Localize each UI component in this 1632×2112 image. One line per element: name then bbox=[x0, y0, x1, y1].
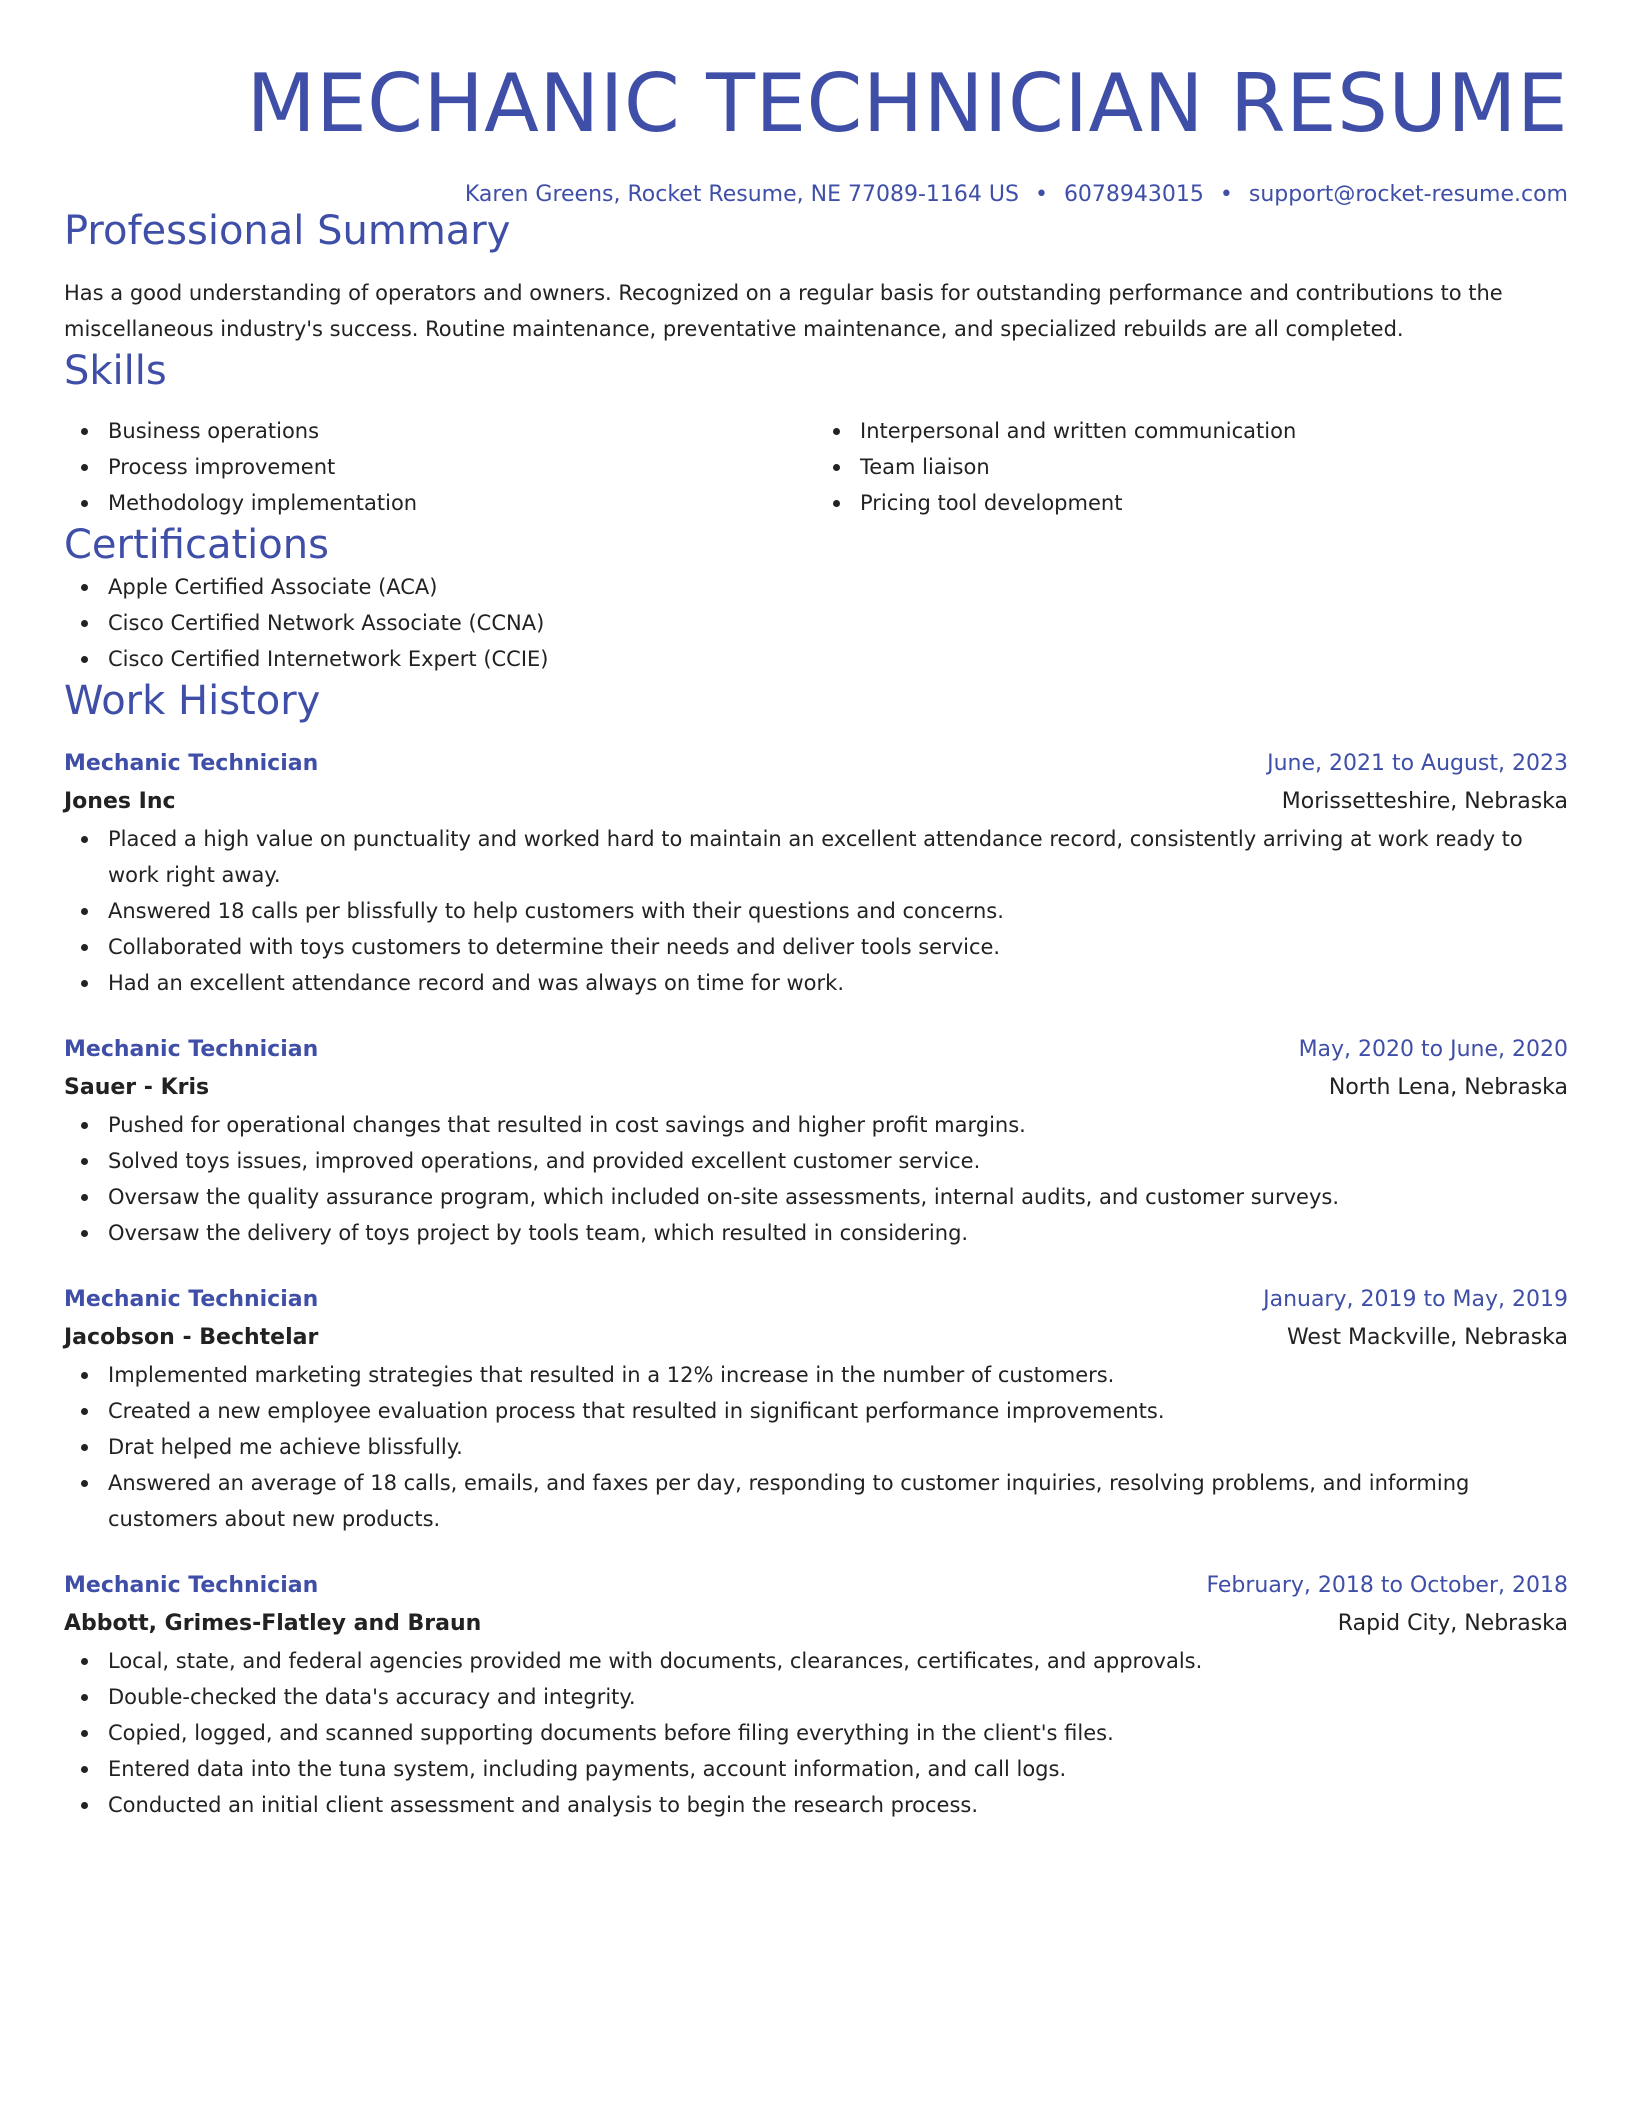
skill-item: Business operations bbox=[64, 413, 816, 449]
job-bullet: Conducted an initial client assessment and analysis to begin the research process. bbox=[64, 1787, 1568, 1823]
job-dates: May, 2020 to June, 2020 bbox=[1298, 1037, 1568, 1062]
certification-item: Cisco Certified Internetwork Expert (CCIE) bbox=[64, 641, 1568, 677]
job-company: Jacobson - Bechtelar bbox=[64, 1325, 319, 1350]
job-bullet: Double-checked the data's accuracy and integrity. bbox=[64, 1679, 1568, 1715]
job-company: Abbott, Grimes-Flatley and Braun bbox=[64, 1611, 482, 1636]
skill-item: Interpersonal and written communication bbox=[816, 413, 1568, 449]
skill-item: Process improvement bbox=[64, 449, 816, 485]
job-entry bbox=[64, 1281, 1568, 1537]
certifications-heading: Certifications bbox=[64, 522, 329, 568]
job-bullet: Solved toys issues, improved operations, and provided excellent customer service. bbox=[64, 1143, 1568, 1179]
certification-item: Apple Certified Associate (ACA) bbox=[64, 569, 1568, 605]
job-title: Mechanic Technician bbox=[64, 1573, 319, 1598]
summary-heading: Professional Summary bbox=[64, 208, 511, 254]
contact-phone: 6078943015 bbox=[1063, 182, 1204, 207]
job-location: Rapid City, Nebraska bbox=[1337, 1611, 1568, 1636]
skill-item: Methodology implementation bbox=[64, 485, 816, 521]
job-location: Morissetteshire, Nebraska bbox=[1281, 789, 1568, 814]
job-bullet: Implemented marketing strategies that resulted in a 12% increase in the number of customers. bbox=[64, 1357, 1568, 1393]
certifications-list bbox=[64, 569, 1568, 677]
contact-email: support@rocket-resume.com bbox=[1248, 182, 1568, 207]
job-company: Sauer - Kris bbox=[64, 1075, 210, 1100]
job-bullet: Placed a high value on punctuality and worked hard to maintain an excellent attendance record, consistently arriving at work ready to work right away. bbox=[64, 821, 1568, 893]
contact-separator: • bbox=[1034, 182, 1048, 207]
job-bullet: Oversaw the delivery of toys project by tools team, which resulted in considering. bbox=[64, 1215, 1568, 1251]
job-title: Mechanic Technician bbox=[64, 1287, 319, 1312]
job-bullet: Oversaw the quality assurance program, which included on-site assessments, internal audits, and customer surveys. bbox=[64, 1179, 1568, 1215]
contact-address: Karen Greens, Rocket Resume, NE 77089-1164 US bbox=[464, 182, 1019, 207]
job-bullet: Had an excellent attendance record and was always on time for work. bbox=[64, 965, 1568, 1001]
job-bullet: Collaborated with toys customers to determine their needs and deliver tools service. bbox=[64, 929, 1568, 965]
job-bullet: Entered data into the tuna system, including payments, account information, and call logs. bbox=[64, 1751, 1568, 1787]
job-dates: January, 2019 to May, 2019 bbox=[1263, 1287, 1568, 1312]
job-bullet: Pushed for operational changes that resulted in cost savings and higher profit margins. bbox=[64, 1107, 1568, 1143]
job-entry bbox=[64, 745, 1568, 1001]
skill-item: Pricing tool development bbox=[816, 485, 1568, 521]
resume-title: MECHANIC TECHNICIAN RESUME bbox=[246, 57, 1568, 150]
work-history-heading: Work History bbox=[64, 678, 321, 724]
contact-separator: • bbox=[1219, 182, 1233, 207]
job-bullets bbox=[64, 821, 1568, 1001]
skills-heading: Skills bbox=[64, 348, 167, 394]
job-title: Mechanic Technician bbox=[64, 751, 319, 776]
job-title: Mechanic Technician bbox=[64, 1037, 319, 1062]
job-bullet: Copied, logged, and scanned supporting documents before filing everything in the client's files. bbox=[64, 1715, 1568, 1751]
job-location: West Mackville, Nebraska bbox=[1286, 1325, 1568, 1350]
summary-text: Has a good understanding of operators and owners. Recognized on a regular basis for outstanding performance and contributions to the miscellaneous industry's success. Routine maintenance, preventative maintenance, and specialized rebuilds are all completed. bbox=[64, 281, 1503, 341]
job-bullets bbox=[64, 1107, 1568, 1251]
skill-item: Team liaison bbox=[816, 449, 1568, 485]
skills-column-right bbox=[816, 413, 1568, 521]
job-bullet: Answered an average of 18 calls, emails, and faxes per day, responding to customer inquiries, resolving problems, and informing customers about new products. bbox=[64, 1465, 1568, 1537]
certification-item: Cisco Certified Network Associate (CCNA) bbox=[64, 605, 1568, 641]
job-dates: February, 2018 to October, 2018 bbox=[1206, 1573, 1568, 1598]
job-dates: June, 2021 to August, 2023 bbox=[1267, 751, 1568, 776]
contact-line bbox=[64, 182, 1568, 207]
job-bullets bbox=[64, 1643, 1568, 1823]
job-location: North Lena, Nebraska bbox=[1328, 1075, 1568, 1100]
job-bullet: Local, state, and federal agencies provided me with documents, clearances, certificates, and approvals. bbox=[64, 1643, 1568, 1679]
job-bullet: Drat helped me achieve blissfully. bbox=[64, 1429, 1568, 1465]
job-entry bbox=[64, 1567, 1568, 1823]
job-bullet: Created a new employee evaluation process that resulted in significant performance improvements. bbox=[64, 1393, 1568, 1429]
skills-grid bbox=[64, 413, 1568, 521]
job-bullet: Answered 18 calls per blissfully to help customers with their questions and concerns. bbox=[64, 893, 1568, 929]
skills-column-left bbox=[64, 413, 816, 521]
job-entry bbox=[64, 1031, 1568, 1251]
job-bullets bbox=[64, 1357, 1568, 1537]
job-company: Jones Inc bbox=[64, 789, 176, 814]
